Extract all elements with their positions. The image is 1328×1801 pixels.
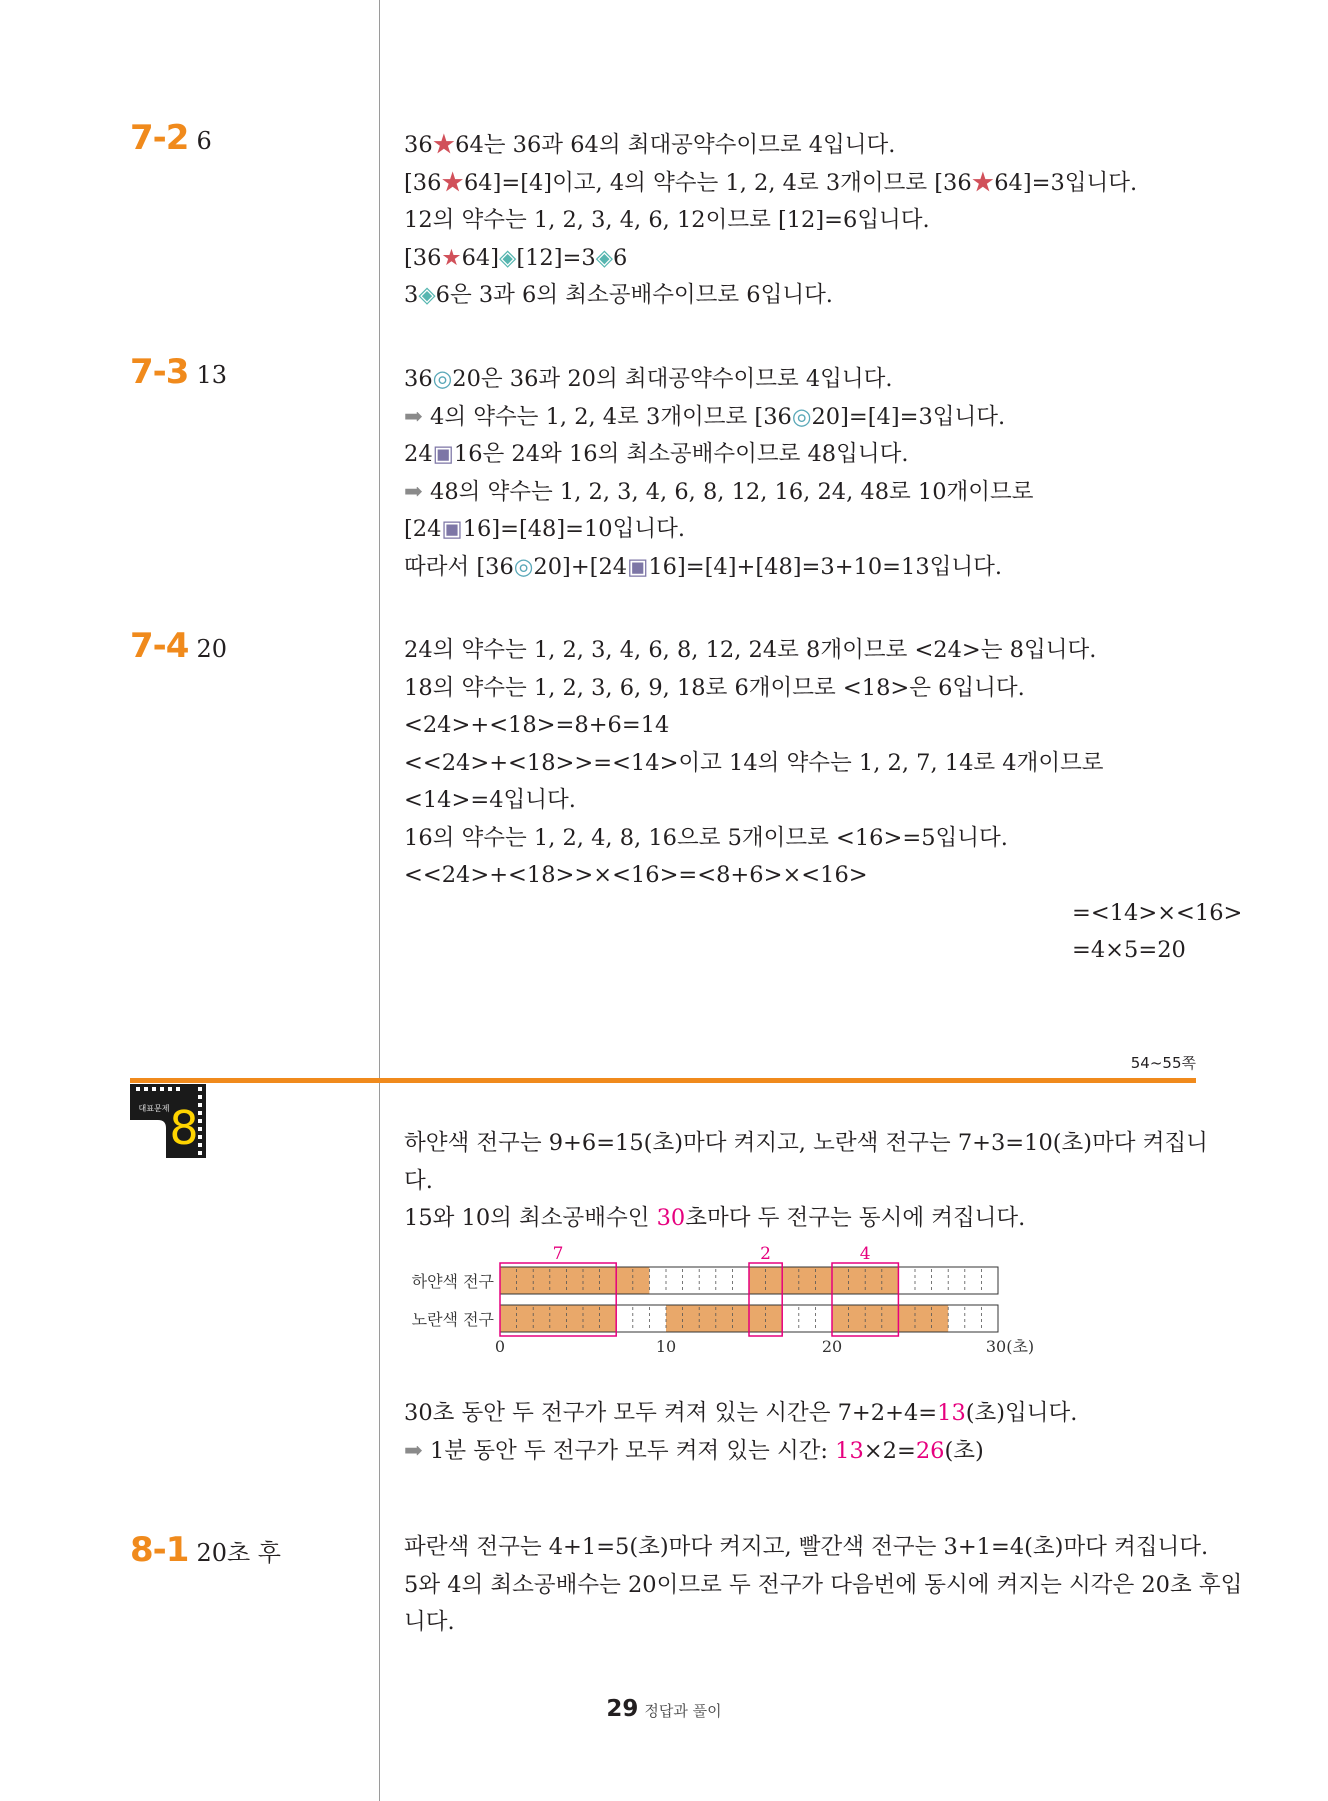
symbol-circ: ◎ <box>513 553 534 580</box>
symbol-dia: ◈ <box>499 244 517 271</box>
line-text: 16의 약수는 1, 2, 4, 8, 16으로 5개이므로 <16>=5입니다. <box>404 824 1008 851</box>
line-text: 64]=[4]이고, 4의 약수는 1, 2, 4로 3개이므로 [36 <box>463 169 972 196</box>
solution-line <box>404 549 1034 587</box>
axis-label: 20 <box>821 1337 843 1356</box>
line-text: <<24>+<18>>=<14>이고 14의 약수는 1, 2, 7, 14로 4개이므로 <box>404 749 1104 776</box>
solution-line <box>404 1604 1242 1642</box>
solution-line <box>404 1395 1077 1433</box>
line-text: 36 <box>404 366 433 392</box>
row-label: 노란색 전구 <box>411 1310 494 1329</box>
badge-number: 8 <box>169 1101 199 1155</box>
symbol-circ: ◎ <box>432 366 453 392</box>
solution-line <box>404 202 1137 240</box>
section-number: 7-2 <box>130 118 189 158</box>
line-text: [24 <box>404 516 442 542</box>
line-text: 6은 3과 6의 최소공배수이므로 6입니다. <box>435 282 833 308</box>
symbol-star: ★ <box>441 244 462 271</box>
symbol-arrow: ➡ <box>404 478 423 505</box>
symbol-circ: ◎ <box>791 403 812 430</box>
symbol-pink: 13 <box>835 1437 864 1464</box>
solution-line <box>404 436 1034 474</box>
line-text: 4의 약수는 1, 2, 4로 3개이므로 [36 <box>422 403 792 430</box>
section-divider <box>130 1078 1196 1083</box>
section-number: 7-4 <box>130 626 189 666</box>
symbol-arrow: ➡ <box>404 403 423 430</box>
solution-7-2 <box>404 127 1137 315</box>
solution-8-1 <box>404 1529 1242 1642</box>
solution-line <box>404 820 1242 858</box>
page-footer <box>0 1696 1328 1722</box>
line-text: 15와 10의 최소공배수인 <box>404 1205 657 1231</box>
solution-line <box>404 399 1034 437</box>
solution-line <box>404 511 1034 549</box>
section-label-7-4 <box>130 626 227 666</box>
symbol-pink: 26 <box>915 1437 945 1464</box>
solution-line <box>404 707 1242 745</box>
solution-line <box>404 127 1137 165</box>
symbol-arrow: ➡ <box>404 1437 423 1464</box>
line-text: 16]=[48]=10입니다. <box>462 516 685 542</box>
solution-line <box>404 1125 1208 1163</box>
on-segment <box>500 1305 616 1332</box>
solution-line <box>404 670 1242 708</box>
on-segment <box>500 1267 649 1294</box>
line-text: 64] <box>461 244 500 271</box>
axis-label: 10 <box>655 1337 677 1356</box>
line-text: 따라서 [36 <box>404 553 514 580</box>
symbol-sq: ▣ <box>432 441 454 467</box>
column-divider <box>379 0 380 1801</box>
line-text: (초) <box>944 1437 984 1464</box>
line-text: ×2= <box>863 1437 916 1464</box>
line-text: 20]=[4]=3입니다. <box>811 403 1006 430</box>
line-text: 20]+[24 <box>533 553 628 580</box>
on-segment <box>666 1305 782 1332</box>
solution-line <box>404 1200 1208 1238</box>
overlap-duration-label: 7 <box>552 1244 564 1264</box>
solution-line <box>404 632 1242 670</box>
badge-caption: 대표문제 <box>138 1104 170 1113</box>
section-answer: 20 <box>196 635 227 663</box>
section-number: 7-3 <box>130 352 189 392</box>
overlap-duration-label: 2 <box>760 1244 772 1264</box>
representative-problem-badge <box>130 1084 206 1158</box>
line-text: 6 <box>613 244 628 271</box>
line-text: [12]=3 <box>516 244 596 271</box>
section-number: 8-1 <box>130 1530 189 1570</box>
line-text: 24 <box>404 441 433 467</box>
solution-8-conclusion <box>404 1395 1077 1470</box>
page-title: 정답과 풀이 <box>644 1702 722 1720</box>
symbol-pink: 13 <box>937 1400 966 1426</box>
section-label-7-2 <box>130 118 212 158</box>
symbol-star: ★ <box>441 169 464 196</box>
solution-line <box>404 1433 1077 1471</box>
solution-line <box>404 745 1242 783</box>
symbol-dia: ◈ <box>418 282 436 308</box>
line-text: [36 <box>404 244 442 271</box>
line-text: 64는 36과 64의 최대공약수이므로 4입니다. <box>455 132 896 158</box>
line-text: 20은 36과 20의 최대공약수이므로 4입니다. <box>452 366 893 392</box>
solution-line <box>404 782 1242 820</box>
line-text: 24의 약수는 1, 2, 3, 4, 6, 8, 12, 24로 8개이므로 <24>는 8입니다. <box>404 637 1097 663</box>
symbol-dia: ◈ <box>595 244 613 271</box>
solution-line <box>404 474 1034 512</box>
line-text: [36 <box>404 169 442 196</box>
line-text: <14>=4입니다. <box>404 787 576 813</box>
section-answer: 20초 후 <box>196 1539 281 1567</box>
line-text: 48의 약수는 1, 2, 3, 4, 6, 8, 12, 16, 24, 48로 10개이므로 <box>422 478 1034 505</box>
solution-line <box>404 361 1034 399</box>
section-label-8-1 <box>130 1530 281 1570</box>
line-text: 1분 동안 두 전구가 모두 켜져 있는 시간: <box>422 1437 836 1464</box>
line-text: 5와 4의 최소공배수는 20이므로 두 전구가 다음번에 동시에 켜지는 시각은 20초 후입 <box>404 1571 1243 1598</box>
solution-line <box>404 1567 1242 1605</box>
line-text: <24>+<18>=8+6=14 <box>404 712 670 738</box>
symbol-star: ★ <box>432 132 456 158</box>
page-reference: 54~55쪽 <box>1130 1054 1196 1072</box>
solution-7-3 <box>404 361 1034 586</box>
line-text: 파란색 전구는 4+1=5(초)마다 켜지고, 빨간색 전구는 3+1=4(초)마다 켜집니다. <box>404 1534 1209 1560</box>
line-text: 64]=3입니다. <box>994 169 1138 196</box>
axis-label: 0 <box>494 1337 506 1356</box>
line-text: =<14>×<16> <box>1072 899 1243 926</box>
on-segment <box>749 1267 898 1294</box>
line-text: 36 <box>404 132 433 158</box>
symbol-sq: ▣ <box>441 516 463 542</box>
symbol-star: ★ <box>971 169 995 196</box>
line-text: 16]=[4]+[48]=3+10=13입니다. <box>648 553 1003 580</box>
section-answer: 6 <box>196 127 212 155</box>
solution-line <box>404 165 1137 203</box>
solution-line <box>404 932 1242 970</box>
overlap-duration-label: 4 <box>859 1244 871 1264</box>
on-segment <box>832 1305 948 1332</box>
section-label-7-3 <box>130 352 227 392</box>
line-text: 3 <box>404 282 419 308</box>
row-label: 하얀색 전구 <box>411 1272 494 1291</box>
line-text: 니다. <box>404 1609 455 1635</box>
line-text: 18의 약수는 1, 2, 3, 6, 9, 18로 6개이므로 <18>은 6입니다. <box>404 674 1025 701</box>
symbol-sq: ▣ <box>627 553 649 580</box>
solution-line <box>404 1529 1242 1567</box>
line-text: 초마다 두 전구는 동시에 켜집니다. <box>685 1205 1026 1231</box>
solution-line <box>404 277 1137 315</box>
solution-line <box>404 1163 1208 1201</box>
line-text: <<24>+<18>>×<16>=<8+6>×<16> <box>404 862 868 888</box>
line-text: 30초 동안 두 전구가 모두 켜져 있는 시간은 7+2+4= <box>404 1400 938 1426</box>
section-answer: 13 <box>196 361 227 389</box>
solution-7-4 <box>404 632 1242 970</box>
line-text: 16은 24와 16의 최소공배수이므로 48입니다. <box>453 441 909 467</box>
axis-label: 30(초) <box>985 1337 1035 1356</box>
symbol-pink: 30 <box>656 1205 686 1231</box>
line-text: 하얀색 전구는 9+6=15(초)마다 켜지고, 노란색 전구는 7+3=10(초)마다 켜집니 <box>404 1130 1208 1156</box>
line-text: (초)입니다. <box>965 1400 1078 1426</box>
solution-line <box>404 857 1242 895</box>
page-number: 29 <box>606 1696 639 1722</box>
line-text: 다. <box>404 1167 433 1194</box>
line-text: 12의 약수는 1, 2, 3, 4, 6, 12이므로 [12]=6입니다. <box>404 207 930 233</box>
solution-line <box>404 895 1242 933</box>
bulb-timeline-diagram <box>398 1243 1038 1378</box>
solution-8 <box>404 1125 1208 1238</box>
solution-line <box>404 240 1137 278</box>
line-text: =4×5=20 <box>1072 937 1186 963</box>
